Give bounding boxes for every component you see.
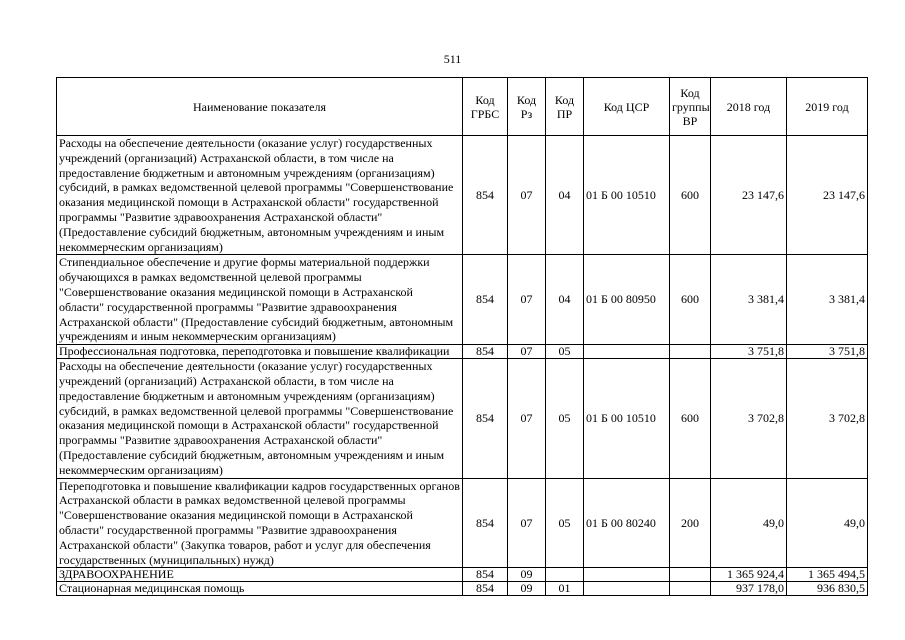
row-pr: 04: [546, 136, 584, 255]
row-vr: 600: [670, 359, 711, 478]
row-name: Стационарная медицинская помощь: [57, 582, 463, 596]
table-row: [57, 478, 868, 568]
header-pr: Код ПР: [546, 78, 584, 136]
row-name: Профессиональная подготовка, переподготовка и повышение квалификации: [57, 345, 463, 359]
header-2018: 2018 год: [711, 78, 787, 136]
row-rz: 07: [508, 345, 546, 359]
row-grbs: 854: [463, 582, 508, 596]
table-row: [57, 568, 868, 582]
row-2018: 937 178,0: [711, 582, 787, 596]
header-csr: Код ЦСР: [584, 78, 670, 136]
row-csr: 01 Б 00 10510: [584, 136, 670, 255]
row-rz: 09: [508, 568, 546, 582]
row-rz: 07: [508, 478, 546, 568]
table-row: [57, 359, 868, 478]
row-grbs: 854: [463, 478, 508, 568]
row-rz: 07: [508, 359, 546, 478]
header-grbs: Код ГРБС: [463, 78, 508, 136]
row-csr: [584, 345, 670, 359]
row-grbs: 854: [463, 359, 508, 478]
header-rz: Код Рз: [508, 78, 546, 136]
table-row: [57, 582, 868, 596]
row-vr: [670, 568, 711, 582]
row-csr: 01 Б 00 10510: [584, 359, 670, 478]
row-pr: 05: [546, 478, 584, 568]
row-csr: 01 Б 00 80240: [584, 478, 670, 568]
row-vr: [670, 345, 711, 359]
row-name: Расходы на обеспечение деятельности (оказание услуг) государственных учреждений (организаций) Астраханской области, в том числе на предоставление бюджетным и автономным учреждениям (организациям) субсидий, в рамках ведомственной целевой программы "Совершенствование оказания медицинской помощи в Астраханской области" государственной программы "Развитие здравоохранения Астраханской области" (Предоставление субсидий бюджетным, автономным учреждениям и иным некоммерческим организациям): [57, 136, 463, 255]
table-row: [57, 345, 868, 359]
row-grbs: 854: [463, 345, 508, 359]
row-vr: 600: [670, 136, 711, 255]
row-name: ЗДРАВООХРАНЕНИЕ: [57, 568, 463, 582]
row-rz: 09: [508, 582, 546, 596]
row-rz: 07: [508, 255, 546, 345]
row-name: Стипендиальное обеспечение и другие формы материальной поддержки обучающихся в рамках ведомственной целевой программы "Совершенствование оказания медицинской помощи в Астраханской области" государственной программы "Развитие здравоохранения Астраханской области" (Предоставление субсидий бюджетным, автономным учреждениям и иным некоммерческим организациям): [57, 255, 463, 345]
row-grbs: 854: [463, 568, 508, 582]
row-csr: 01 Б 00 80950: [584, 255, 670, 345]
header-vr: Код группы ВР: [670, 78, 711, 136]
row-rz: 07: [508, 136, 546, 255]
row-csr: [584, 568, 670, 582]
row-name: Переподготовка и повышение квалификации кадров государственных органов Астраханской области в рамках ведомственной целевой программы "Совершенствование оказания медицинской помощи в Астраханской области" государственной программы "Развитие здравоохранения Астраханской области" (Закупка товаров, работ и услуг для обеспечения государственных (муниципальных) нужд): [57, 478, 463, 568]
budget-table: [56, 77, 868, 596]
row-2018: 3 702,8: [711, 359, 787, 478]
row-2019: 23 147,6: [787, 136, 868, 255]
header-2019: 2019 год: [787, 78, 868, 136]
row-2018: 49,0: [711, 478, 787, 568]
row-2018: 3 381,4: [711, 255, 787, 345]
row-2019: 49,0: [787, 478, 868, 568]
row-pr: [546, 568, 584, 582]
row-pr: 04: [546, 255, 584, 345]
row-2018: 1 365 924,4: [711, 568, 787, 582]
table-row: [57, 255, 868, 345]
table-header-row: [57, 78, 868, 136]
row-2019: 3 381,4: [787, 255, 868, 345]
row-grbs: 854: [463, 255, 508, 345]
row-2018: 23 147,6: [711, 136, 787, 255]
row-2019: 936 830,5: [787, 582, 868, 596]
row-2019: 1 365 494,5: [787, 568, 868, 582]
row-name: Расходы на обеспечение деятельности (оказание услуг) государственных учреждений (организаций) Астраханской области, в том числе на предоставление бюджетным и автономным учреждениям (организациям) субсидий, в рамках ведомственной целевой программы "Совершенствование оказания медицинской помощи в Астраханской области" государственной программы "Развитие здравоохранения Астраханской области" (Предоставление субсидий бюджетным, автономным учреждениям и иным некоммерческим организациям): [57, 359, 463, 478]
row-pr: 05: [546, 359, 584, 478]
row-vr: 200: [670, 478, 711, 568]
row-csr: [584, 582, 670, 596]
row-2019: 3 751,8: [787, 345, 868, 359]
row-2018: 3 751,8: [711, 345, 787, 359]
header-name: Наименование показателя: [57, 78, 463, 136]
row-pr: 01: [546, 582, 584, 596]
row-vr: 600: [670, 255, 711, 345]
row-grbs: 854: [463, 136, 508, 255]
page-number: 511: [443, 52, 462, 66]
row-vr: [670, 582, 711, 596]
row-pr: 05: [546, 345, 584, 359]
table-row: [57, 136, 868, 255]
row-2019: 3 702,8: [787, 359, 868, 478]
